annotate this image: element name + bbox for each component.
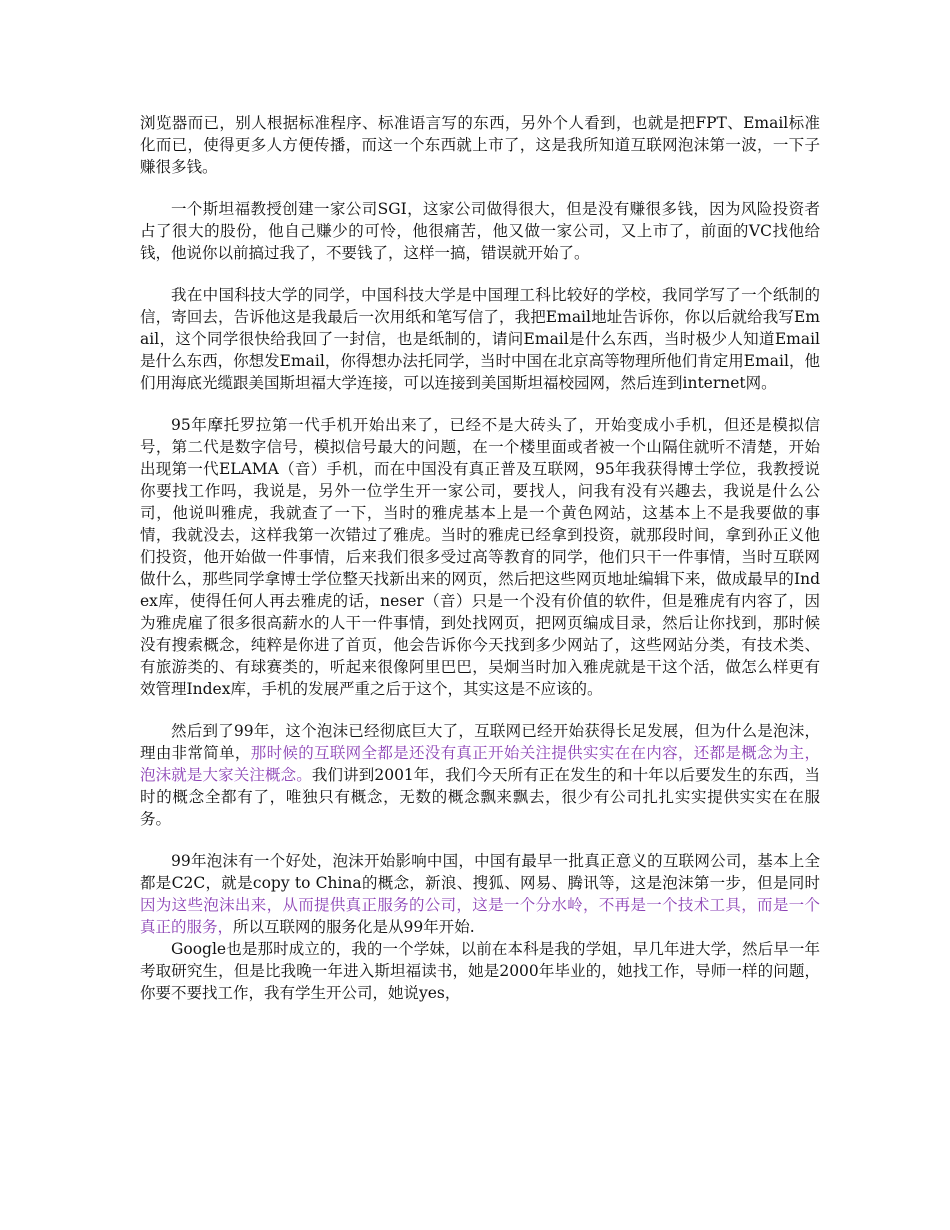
paragraph-text: 99年泡沫有一个好处，泡沫开始影响中国，中国有最早一批真正意义的互联网公司，基本上全都是C2C，就是copy to China的概念，新浪、搜狐、网易、腾讯等，这是泡沫第一步，但是同时 <box>140 852 820 892</box>
paragraph-text: 然后到了99年，这个泡沫已经彻底巨大了，互联网已经开始获得长足发展，但为什么是泡沫，理由非常简单， <box>140 722 820 762</box>
paragraph-text: 一个斯坦福教授创建一家公司SGI，这家公司做得很大，但是没有赚很多钱，因为风险投资者占了很大的股份，他自己赚少的可怜，他很痛苦，他又做一家公司，又上市了，前面的VC找他给钱，他说你以前搞过我了，不要钱了，这样一搞，错误就开始了。 <box>140 200 820 262</box>
paragraph-text: 浏览器而已，别人根据标准程序、标准语言写的东西，另外个人看到，也就是把FPT、Email标准化而已，使得更多人方便传播，而这一个东西就上市了，这是我所知道互联网泡沫第一波，一下子赚很多钱。 <box>140 114 820 176</box>
paragraph-text: 95年摩托罗拉第一代手机开始出来了，已经不是大砖头了，开始变成小手机，但还是模拟信号，第二代是数字信号，模拟信号最大的问题，在一个楼里面或者被一个山隔住就听不清楚，开始出现第一代ELAMA（音）手机，而在中国没有真正普及互联网，95年我获得博士学位，我教授说你要找工作吗，我说是，另外一位学生开一家公司，要找人，问我有没有兴趣去，我说是什么公司，他说叫雅虎，我就查了一下，当时的雅虎基本上是一个黄色网站，这基本上不是我要做的事情，我就没去，这样我第一次错过了雅虎。当时的雅虎已经拿到投资，就那段时间，拿到孙正义他们投资，他开始做一件事情，后来我们很多受过高等教育的同学，他们只干一件事情，当时互联网做什么，那些同学拿博士学位整天找新出来的网页，然后把这些网页地址编辑下来，做成最早的Index库，使得任何人再去雅虎的话，neser（音）只是一个没有价值的软件，但是雅虎有内容了，因为雅虎雇了很多很高薪水的人干一件事情，到处找网页，把网页编成目录，然后让你找到，那时候没有搜索概念，纯粹是你进了首页，他会告诉你今天找到多少网站了，这些网站分类，有技术类、有旅游类的、有球赛类的，听起来很像阿里巴巴，吴炯当时加入雅虎就是干这个活，做怎么样更有效管理Index库，手机的发展严重之后于这个，其实这是不应该的。 <box>140 416 821 698</box>
paragraph-text: 所以互联网的服务化是从99年开始. <box>233 918 475 936</box>
highlighted-text: 那时候的互联网全都是还没有真正开始关注提供实实在在内容，还都是概念为主，泡沫就是大家关注概念。 <box>140 744 820 784</box>
highlighted-text: 因为这些泡沫出来，从而提供真正服务的公司，这是一个分水岭，不再是一个技术工具，而是一个真正的服务， <box>140 896 820 936</box>
paragraph-browser-standard <box>140 112 820 178</box>
paragraph-email <box>140 284 820 394</box>
paragraph-bubble-1999 <box>140 720 820 830</box>
document-page <box>140 112 820 1024</box>
paragraph-text: 我们讲到2001年，我们今天所有正在发生的和十年以后要发生的东西，当时的概念全都有了，唯独只有概念，无数的概念飘来飘去，很少有公司扎扎实实提供实实在在服务。 <box>140 766 820 828</box>
paragraph-yahoo <box>140 414 820 700</box>
paragraph-google <box>140 938 820 1004</box>
paragraph-text: Google也是那时成立的，我的一个学妹，以前在本科是我的学姐，早几年进大学，然后早一年考取研究生，但是比我晚一年进入斯坦福读书，她是2000年毕业的，她找工作，导师一样的问题，你要不要找工作，我有学生开公司，她说yes， <box>140 940 820 1002</box>
paragraph-sgi <box>140 198 820 264</box>
paragraph-text: 我在中国科技大学的同学，中国科技大学是中国理工科比较好的学校，我同学写了一个纸制的信，寄回去，告诉他这是我最后一次用纸和笔写信了，我把Email地址告诉你，你以后就给我写Email，这个同学很快给我回了一封信，也是纸制的，请问Email是什么东西，当时极少人知道Email是什么东西，你想发Email，你得想办法托同学，当时中国在北京高等物理所他们肯定用Email，他们用海底光缆跟美国斯坦福大学连接，可以连接到美国斯坦福校园网，然后连到internet网。 <box>140 286 820 392</box>
paragraph-bubble-china <box>140 850 820 938</box>
